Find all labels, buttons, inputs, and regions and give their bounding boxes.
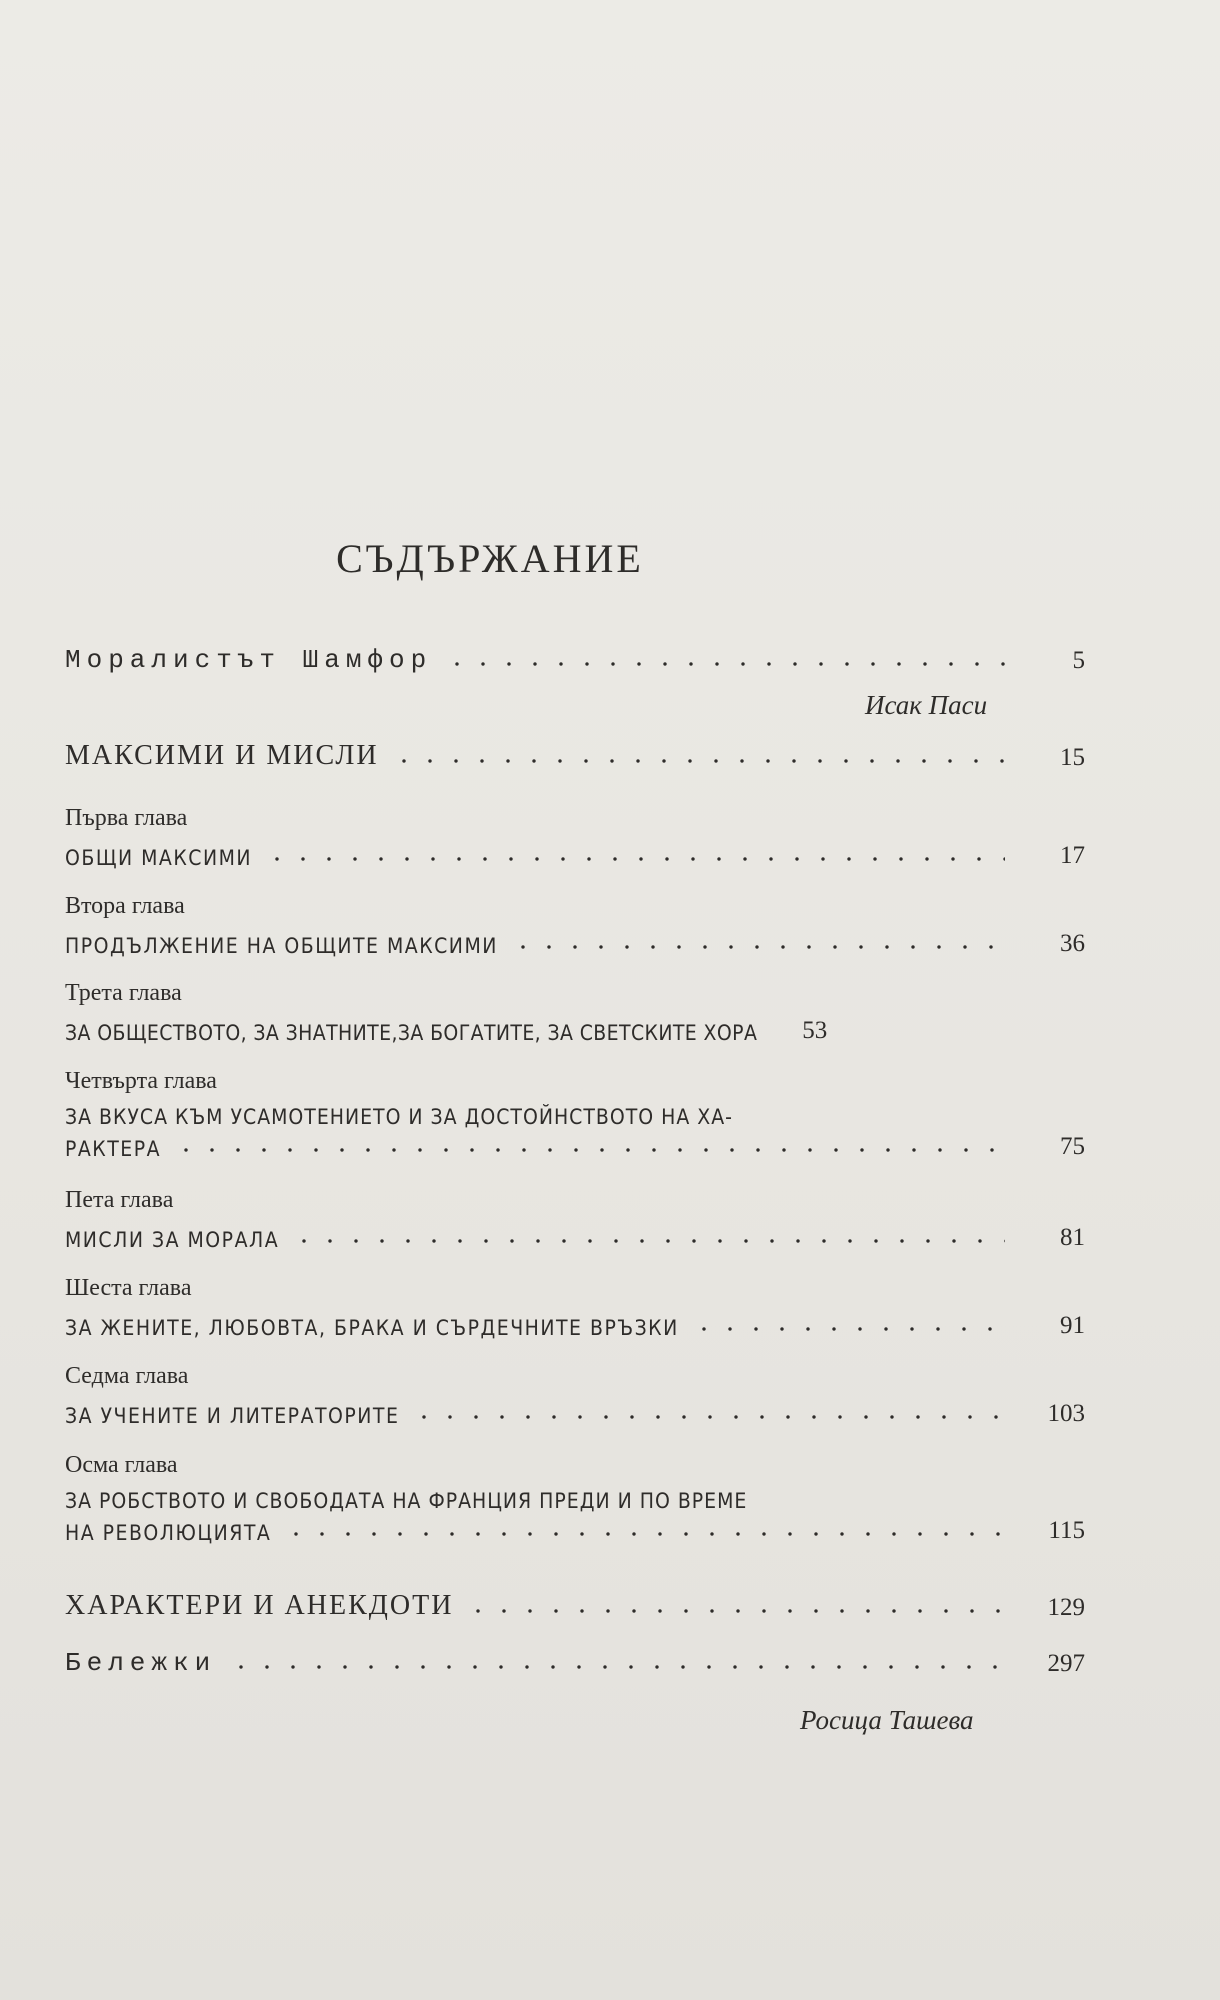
- chapter-number: Четвърта глава: [65, 1068, 217, 1094]
- toc-entry-intro[interactable]: [65, 645, 1085, 675]
- toc-page-number: 115: [1048, 1517, 1085, 1544]
- toc-page-number: 5: [1072, 647, 1085, 674]
- chapter-title: ОБЩИ МАКСИМИ: [65, 846, 253, 870]
- toc-page-number: 75: [1060, 1133, 1085, 1160]
- toc-page-number: 81: [1060, 1224, 1085, 1251]
- toc-page-number: 91: [1060, 1312, 1085, 1339]
- chapter-number: Трета глава: [65, 980, 182, 1006]
- chapter-number: Шеста глава: [65, 1275, 192, 1301]
- dot-leader: [411, 1414, 1005, 1420]
- dot-leader: [228, 1664, 1005, 1670]
- toc-chapter-1[interactable]: [65, 805, 1085, 870]
- toc-page-number: 103: [1047, 1400, 1085, 1427]
- chapter-title: ЗА ОБЩЕСТВОТО, ЗА ЗНАТНИТЕ,ЗА БОГАТИТЕ, ЗА СВЕТСКИТЕ ХОРА: [65, 1021, 758, 1045]
- toc-chapter-3[interactable]: [65, 980, 1085, 1045]
- toc-page-number: 36: [1060, 930, 1085, 957]
- toc-chapter-6[interactable]: [65, 1275, 1085, 1340]
- chapter-title: ЗА ВКУСА КЪМ УСАМОТЕНИЕТО И ЗА ДОСТОЙНСТВОТО НА ХА-: [65, 1105, 733, 1129]
- chapter-number: Седма глава: [65, 1363, 189, 1389]
- chapter-number: Осма глава: [65, 1452, 178, 1478]
- toc-label: Моралистът Шамфор: [65, 645, 433, 675]
- chapter-title: ЗА ЖЕНИТЕ, ЛЮБОВТА, БРАКА И СЪРДЕЧНИТЕ ВРЪЗКИ: [65, 1316, 679, 1340]
- toc-chapter-2[interactable]: [65, 893, 1085, 958]
- toc-label: ХАРАКТЕРИ И АНЕКДОТИ: [65, 1590, 454, 1621]
- chapter-title: ПРОДЪЛЖЕНИЕ НА ОБЩИТЕ МАКСИМИ: [65, 934, 498, 958]
- page-title: СЪДЪРЖАНИЕ: [336, 536, 644, 581]
- chapter-title: ЗА УЧЕНИТЕ И ЛИТЕРАТОРИТЕ: [65, 1404, 400, 1428]
- toc-label: МАКСИМИ И МИСЛИ: [65, 740, 379, 771]
- toc-page-number: 17: [1060, 842, 1085, 869]
- toc-page-number: 53: [802, 1017, 828, 1044]
- dot-leader: [391, 758, 1005, 764]
- author-name: Исак Паси: [865, 690, 988, 720]
- chapter-number: Пета глава: [65, 1187, 174, 1213]
- chapter-title: МИСЛИ ЗА МОРАЛА: [65, 1228, 280, 1252]
- toc-entry-characters[interactable]: [65, 1590, 1085, 1622]
- dot-leader: [691, 1326, 1005, 1332]
- dot-leader: [173, 1147, 1005, 1153]
- author-name: Росица Ташева: [800, 1705, 974, 1735]
- toc-chapter-4[interactable]: [65, 1068, 1085, 1161]
- dot-leader: [510, 944, 1005, 950]
- toc-label: Бележки: [65, 1648, 217, 1678]
- chapter-title-continued: НА РЕВОЛЮЦИЯТА: [65, 1521, 272, 1545]
- chapter-number: Втора глава: [65, 893, 185, 919]
- toc-chapter-5[interactable]: [65, 1187, 1085, 1252]
- toc-chapter-8[interactable]: [65, 1452, 1085, 1545]
- toc-page-number: 129: [1047, 1594, 1085, 1621]
- toc-page-number: 297: [1047, 1650, 1085, 1677]
- toc-entry-maxims[interactable]: [65, 740, 1085, 772]
- dot-leader: [264, 856, 1005, 862]
- chapter-title-continued: РАКТЕРА: [65, 1137, 162, 1161]
- dot-leader: [465, 1608, 1005, 1614]
- toc-page-number: 15: [1060, 744, 1085, 771]
- dot-leader: [444, 661, 1005, 667]
- dot-leader: [291, 1238, 1005, 1244]
- toc-chapter-7[interactable]: [65, 1363, 1085, 1428]
- chapter-number: Първа глава: [65, 805, 188, 831]
- toc-entry-notes[interactable]: [65, 1648, 1085, 1678]
- dot-leader: [283, 1531, 1005, 1537]
- chapter-title: ЗА РОБСТВОТО И СВОБОДАТА НА ФРАНЦИЯ ПРЕДИ И ПО ВРЕМЕ: [65, 1489, 748, 1513]
